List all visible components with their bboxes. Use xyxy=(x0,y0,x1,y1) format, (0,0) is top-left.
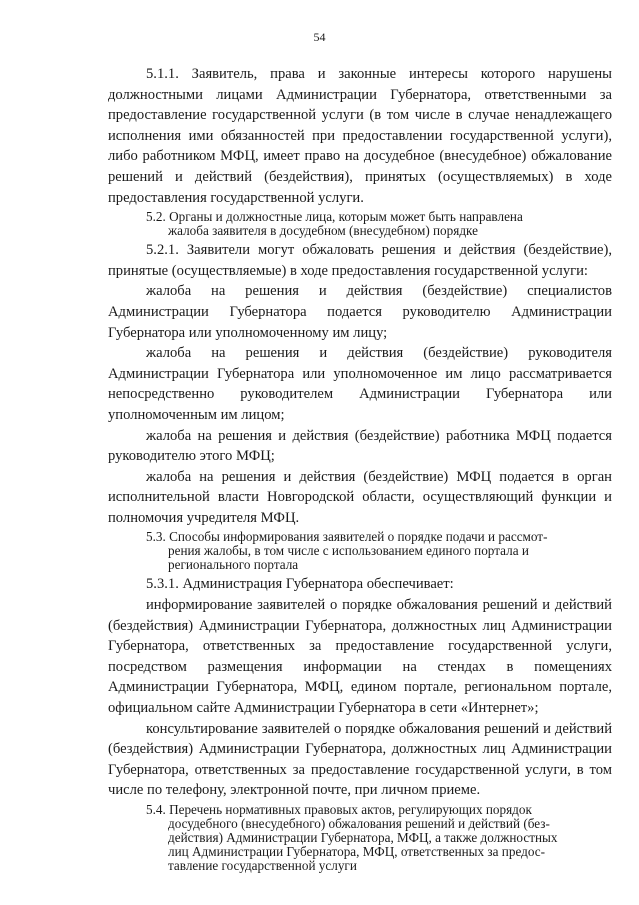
heading-5-4-line-2: досудебного (внесудебного) обжалования решений и действий (без- xyxy=(168,816,550,831)
paragraph-consulting: консультирование заявителей о порядке обжалования решений и действий (бездействия) Администрации Губернатора, должностных лиц Администрации Губернатора, ответственных за предоставление государственной услуги, в том числе по телефону, электронной почте, при личном приеме. xyxy=(108,720,612,799)
heading-5-3 xyxy=(108,530,612,572)
paragraph-complaint-mfc: жалоба на решения и действия (бездействие) МФЦ подается в орган исполнительной власти Новгородской области, осуществляющий функции и полномочия учредителя МФЦ. xyxy=(108,468,612,526)
heading-5-2 xyxy=(108,210,612,238)
heading-5-2-line-1: 5.2. Органы и должностные лица, которым может быть направлена xyxy=(146,209,523,225)
paragraph-5-2-1: 5.2.1. Заявители могут обжаловать решения и действия (бездействие), принятые (осуществляемые) в ходе предоставления государственной услуги: xyxy=(108,242,612,279)
heading-5-4-line-1: 5.4. Перечень нормативных правовых актов, регулирующих порядок xyxy=(146,802,532,817)
heading-5-3-line-2: рения жалобы, в том числе с использованием единого портала и xyxy=(168,543,529,559)
paragraph-5-1-1: 5.1.1. Заявитель, права и законные интересы которого нарушены должностными лицами Администрации Губернатора, ответственными за предоставление государственной услуги (в том числе в случае ненадлежащего исполнения ими обязанностей при предоставлении государственной услуги), либо работником МФЦ, имеет право на досудебное (внесудебное) обжалование решений и действий (бездействия), принятых (осуществляемых) в ходе предоставления государственной услуги. xyxy=(108,66,612,206)
heading-5-3-line-1: 5.3. Способы информирования заявителей о порядке подачи и рассмот- xyxy=(146,529,548,545)
heading-5-4-line-3: действия) Администрации Губернатора, МФЦ, а также должностных xyxy=(168,830,558,845)
paragraph-informing: информирование заявителей о порядке обжалования решений и действий (бездействия) Администрации Губернатора, должностных лиц Администрации Губернатора, ответственных за предоставление государственной услуги, посредством размещения информации на стендах в помещениях Администрации Губернатора, МФЦ, едином портале, региональном портале, официальном сайте Администрации Губернатора в сети «Интернет»; xyxy=(108,597,612,717)
paragraph-complaint-mfc-worker: жалоба на решения и действия (бездействие) работника МФЦ подается руководителю этого МФЦ; xyxy=(108,427,612,465)
paragraph-5-3-1: 5.3.1. Администрация Губернатора обеспечивает: xyxy=(146,576,454,593)
paragraph-complaint-head: жалоба на решения и действия (бездействие) руководителя Администрации Губернатора или уполномоченное им лицо рассматривается непосредственно руководителем Администрации Губернатора или уполномоченным им лицом; xyxy=(108,345,612,423)
document-body xyxy=(108,64,612,875)
heading-5-3-line-3: регионального портала xyxy=(168,557,299,573)
paragraph-complaint-specialists: жалоба на решения и действия (бездействие) специалистов Администрации Губернатора подается руководителю Администрации Губернатора или уполномоченному им лицу; xyxy=(108,283,612,341)
heading-5-4-line-5: тавление государственной услуги xyxy=(168,858,357,873)
heading-5-4 xyxy=(108,803,612,873)
page-number: 54 xyxy=(313,30,326,44)
heading-5-2-line-2: жалоба заявителя в досудебном (внесудебном) порядке xyxy=(168,223,478,239)
heading-5-4-line-4: лиц Администрации Губернатора, МФЦ, ответственных за предос- xyxy=(168,844,546,859)
